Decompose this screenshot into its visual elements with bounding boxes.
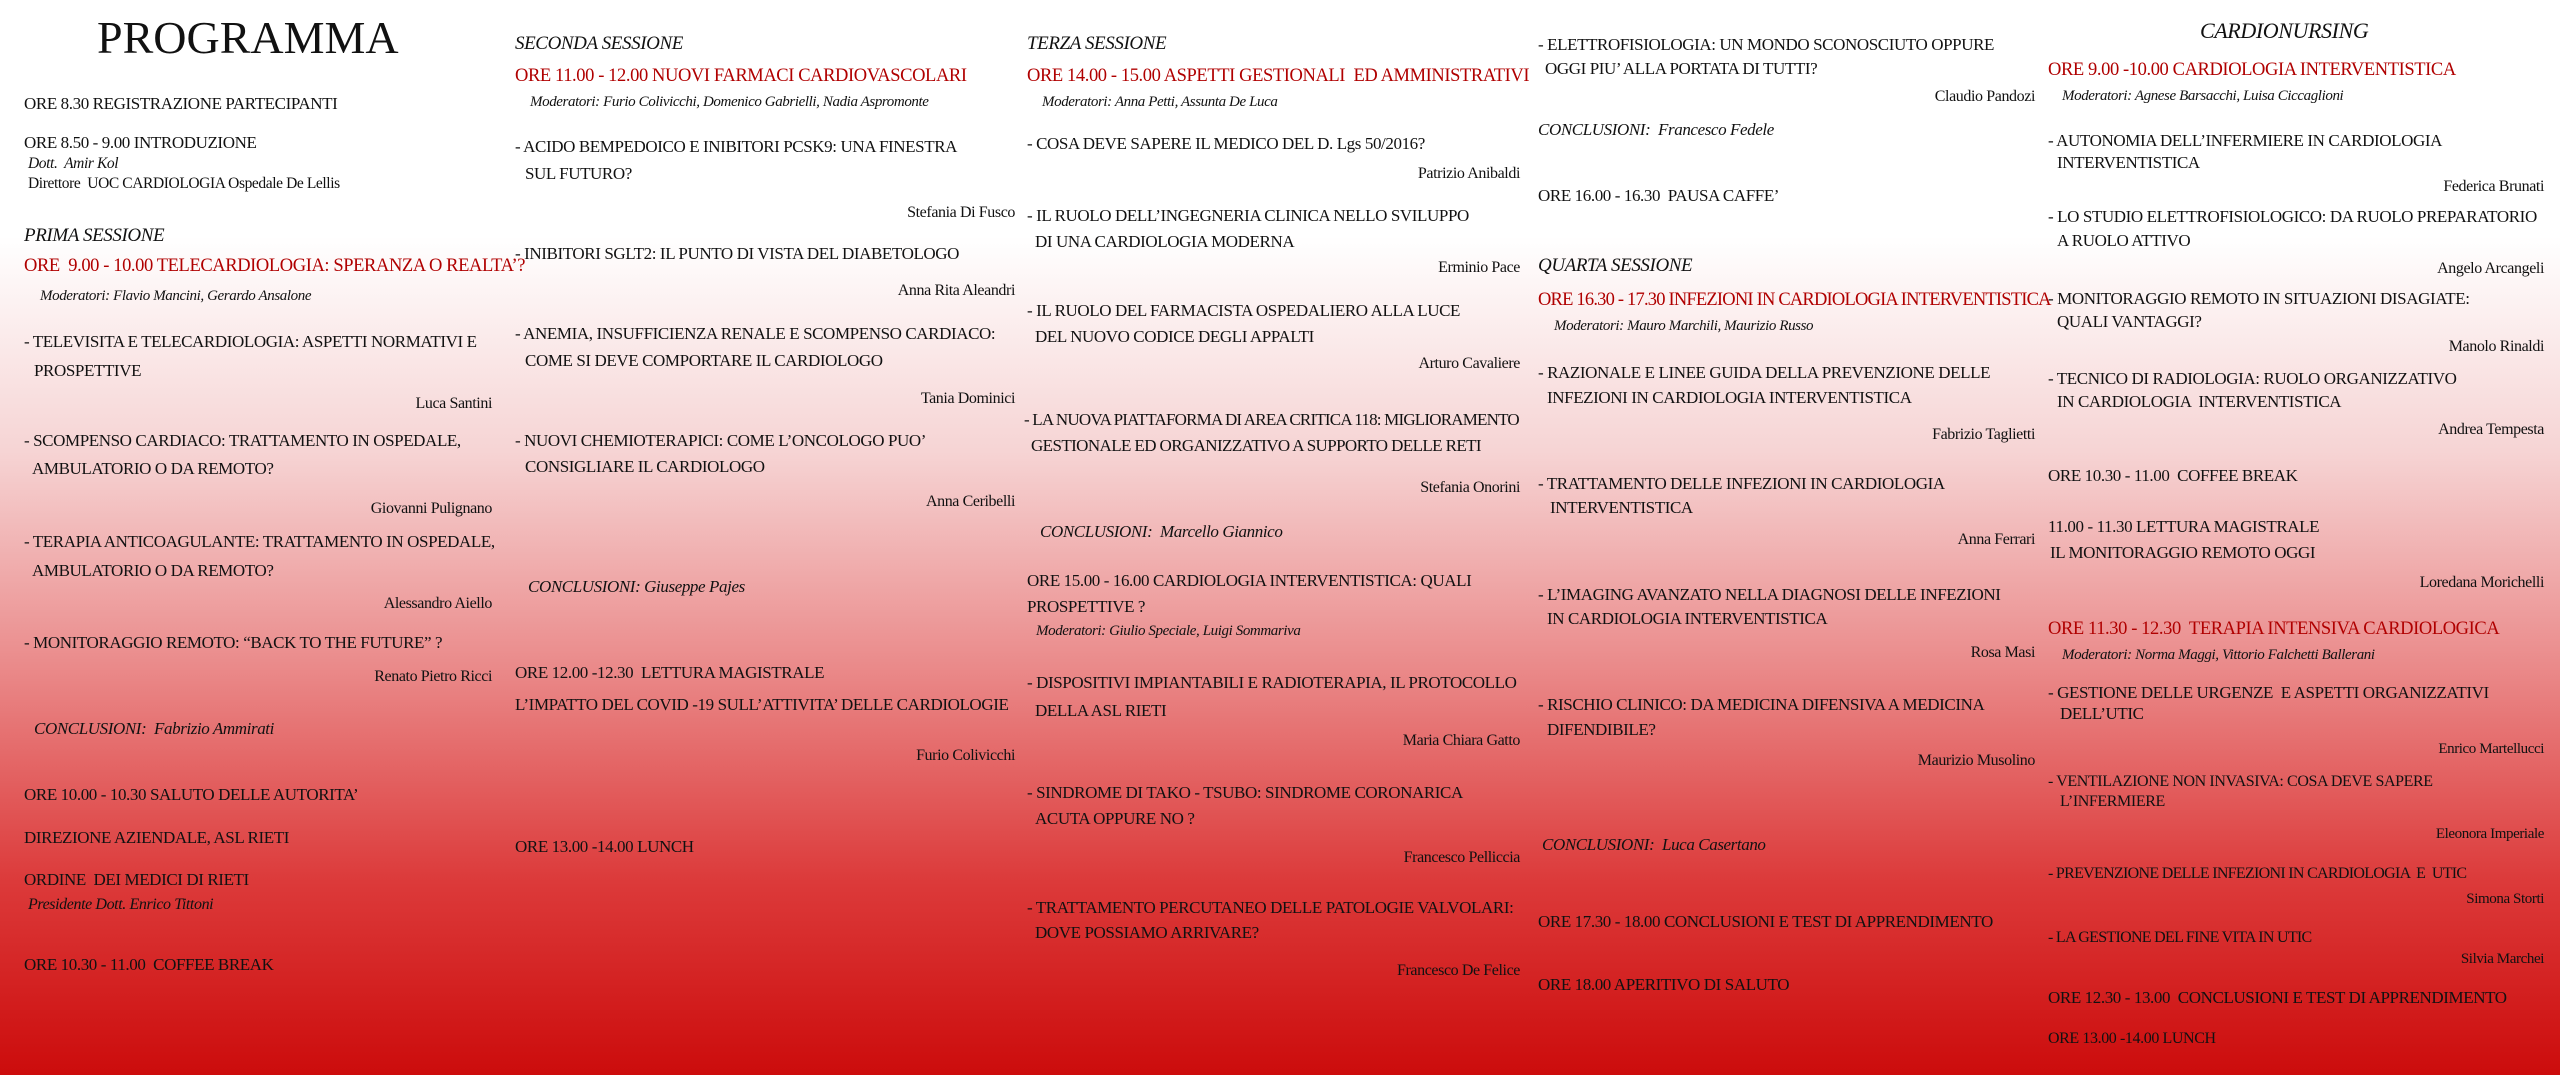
talk-line: IN CARDIOLOGIA INTERVENTISTICA xyxy=(2057,392,2342,411)
coffee-break: ORE 10.30 - 11.00 COFFEE BREAK xyxy=(24,955,274,974)
speaker: Federica Brunati xyxy=(2443,178,2544,195)
talk-line: - SINDROME DI TAKO - TSUBO: SINDROME CORONARICA xyxy=(1027,783,1463,802)
talk-line: QUALI VANTAGGI? xyxy=(2057,312,2202,331)
talk-line: - RAZIONALE E LINEE GUIDA DELLA PREVENZIONE DELLE xyxy=(1538,363,1991,382)
talk-line: - ELETTROFISIOLOGIA: UN MONDO SCONOSCIUTO OPPURE xyxy=(1538,35,1995,54)
talk-line: - NUOVI CHEMIOTERAPICI: COME L’ONCOLOGO PUO’ xyxy=(515,431,927,450)
conclusions: CONCLUSIONI: Marcello Giannico xyxy=(1040,522,1283,541)
block2-title-2: PROSPETTIVE ? xyxy=(1027,597,1146,616)
talk-line: - SCOMPENSO CARDIACO: TRATTAMENTO IN OSPEDALE, xyxy=(24,431,461,450)
talk-line: INFEZIONI IN CARDIOLOGIA INTERVENTISTICA xyxy=(1547,388,1912,407)
lunch: ORE 13.00 -14.00 LUNCH xyxy=(515,837,694,856)
talk-line: DI UNA CARDIOLOGIA MODERNA xyxy=(1035,232,1295,251)
session-title: ORE 9.00 -10.00 CARDIOLOGIA INTERVENTISTICA xyxy=(2048,60,2456,80)
talk-line: - MONITORAGGIO REMOTO IN SITUAZIONI DISAGIATE: xyxy=(2048,289,2470,308)
talk-line: DIFENDIBILE? xyxy=(1547,720,1656,739)
aperitivo: ORE 18.00 APERITIVO DI SALUTO xyxy=(1538,975,1790,994)
conclusions: CONCLUSIONI: Luca Casertano xyxy=(1542,835,1766,854)
speaker: Anna Ceribelli xyxy=(925,493,1015,510)
talk-line: CONSIGLIARE IL CARDIOLOGO xyxy=(525,457,765,476)
speaker: Andrea Tempesta xyxy=(2438,421,2544,438)
speaker: Francesco Pelliccia xyxy=(1403,849,1520,866)
lecture: ORE 12.00 -12.30 LETTURA MAGISTRALE xyxy=(515,663,825,682)
talk-line: AMBULATORIO O DA REMOTO? xyxy=(32,459,274,478)
moderators: Moderatori: Flavio Mancini, Gerardo Ansalone xyxy=(40,288,312,304)
talk-line: - ACIDO BEMPEDOICO E INIBITORI PCSK9: UNA FINESTRA xyxy=(515,137,958,156)
talk-line: IN CARDIOLOGIA INTERVENTISTICA xyxy=(1547,609,1828,628)
speaker: Renato Pietro Ricci xyxy=(374,668,492,685)
program-title: PROGRAMMA xyxy=(97,12,399,63)
conclusions: CONCLUSIONI: Francesco Fedele xyxy=(1538,120,1774,139)
greet-2: ORDINE DEI MEDICI DI RIETI xyxy=(24,870,249,889)
moderators: Moderatori: Mauro Marchili, Maurizio Russo xyxy=(1554,318,1814,334)
talk-line: OGGI PIU’ ALLA PORTATA DI TUTTI? xyxy=(1545,59,1818,78)
talk-line: - TERAPIA ANTICOAGULANTE: TRATTAMENTO IN OSPEDALE, xyxy=(24,532,495,551)
talk-line: PROSPETTIVE xyxy=(34,361,142,380)
session-title: ORE 16.30 - 17.30 INFEZIONI IN CARDIOLOGIA INTERVENTISTICA xyxy=(1538,290,2051,310)
coffee-break: ORE 10.30 - 11.00 COFFEE BREAK xyxy=(2048,466,2298,485)
talk-line: AMBULATORIO O DA REMOTO? xyxy=(32,561,274,580)
speaker: Francesco De Felice xyxy=(1396,962,1520,979)
speaker: Alessandro Aiello xyxy=(383,595,492,612)
speaker: Angelo Arcangeli xyxy=(2437,260,2544,277)
conclusions: CONCLUSIONI: Fabrizio Ammirati xyxy=(34,719,274,738)
conclusions: CONCLUSIONI: Giuseppe Pajes xyxy=(528,577,745,596)
talk-line: DOVE POSSIAMO ARRIVARE? xyxy=(1035,923,1259,942)
speaker: Stefania Di Fusco xyxy=(907,204,1015,221)
talk-line: - LA NUOVA PIATTAFORMA DI AREA CRITICA 118: MIGLIORAMENTO xyxy=(1024,410,1519,429)
moderators: Moderatori: Furio Colivicchi, Domenico Gabrielli, Nadia Aspromonte xyxy=(530,94,929,110)
speaker: Manolo Rinaldi xyxy=(2448,338,2544,355)
talk-line: - IL RUOLO DELL’INGEGNERIA CLINICA NELLO SVILUPPO xyxy=(1027,206,1469,225)
talk-line: DEL NUOVO CODICE DEGLI APPALTI xyxy=(1035,327,1314,346)
lecture-title: L’IMPATTO DEL COVID -19 SULL’ATTIVITA’ DELLE CARDIOLOGIE xyxy=(515,695,1009,714)
moderators: Moderatori: Anna Petti, Assunta De Luca xyxy=(1042,94,1278,110)
speaker: Maria Chiara Gatto xyxy=(1402,732,1520,749)
talk-line: - TELEVISITA E TELECARDIOLOGIA: ASPETTI NORMATIVI E xyxy=(24,332,477,351)
talk-line: GESTIONALE ED ORGANIZZATIVO A SUPPORTO DELLE RETI xyxy=(1031,436,1481,455)
speaker: Erminio Pace xyxy=(1438,259,1520,276)
column-4 xyxy=(1530,0,2051,1075)
talk-line: - PREVENZIONE DELLE INFEZIONI IN CARDIOLOGIA E UTIC xyxy=(2048,865,2467,882)
talk-line: - COSA DEVE SAPERE IL MEDICO DEL D. Lgs 50/2016? xyxy=(1027,134,1425,153)
greet-2-person: Presidente Dott. Enrico Tittoni xyxy=(28,896,214,913)
registration: ORE 8.30 REGISTRAZIONE PARTECIPANTI xyxy=(24,94,338,113)
speaker: Maurizio Musolino xyxy=(1917,752,2035,769)
column-5 xyxy=(2040,0,2544,1075)
speaker: Anna Ferrari xyxy=(1957,531,2035,548)
talk-line: A RUOLO ATTIVO xyxy=(2057,231,2191,250)
talk-line: - IL RUOLO DEL FARMACISTA OSPEDALIERO ALLA LUCE xyxy=(1027,301,1461,320)
speaker: Fabrizio Taglietti xyxy=(1932,426,2035,443)
closing: ORE 17.30 - 18.00 CONCLUSIONI E TEST DI APPRENDIMENTO xyxy=(1538,912,1993,931)
talk-line: - GESTIONE DELLE URGENZE E ASPETTI ORGANIZZATIVI xyxy=(2048,683,2489,702)
talk-line: ACUTA OPPURE NO ? xyxy=(1035,809,1195,828)
greet-1: DIREZIONE AZIENDALE, ASL RIETI xyxy=(24,828,289,847)
column-2 xyxy=(510,0,1020,1075)
intro: ORE 8.50 - 9.00 INTRODUZIONE xyxy=(24,133,257,152)
column-3 xyxy=(1020,0,1530,1075)
talk-line: INTERVENTISTICA xyxy=(1550,498,1693,517)
talk-line: - TRATTAMENTO DELLE INFEZIONI IN CARDIOLOGIA xyxy=(1538,474,1945,493)
talk-line: - TECNICO DI RADIOLOGIA: RUOLO ORGANIZZATIVO xyxy=(2048,369,2457,388)
session-label: TERZA SESSIONE xyxy=(1027,33,1167,54)
talk-line: - L’IMAGING AVANZATO NELLA DIAGNOSI DELLE INFEZIONI xyxy=(1538,585,2001,604)
speaker: Giovanni Pulignano xyxy=(370,500,492,517)
column-1 xyxy=(0,0,526,1075)
talk-line: - TRATTAMENTO PERCUTANEO DELLE PATOLOGIE VALVOLARI: xyxy=(1027,898,1514,917)
lecture: 11.00 - 11.30 LETTURA MAGISTRALE xyxy=(2048,517,2320,536)
speaker: Rosa Masi xyxy=(1970,644,2035,661)
block2-title: ORE 15.00 - 16.00 CARDIOLOGIA INTERVENTISTICA: QUALI xyxy=(1027,571,1472,590)
speaker: Patrizio Anibaldi xyxy=(1417,165,1520,182)
speaker: Enrico Martellucci xyxy=(2438,741,2544,757)
talk-line: L’INFERMIERE xyxy=(2060,793,2165,810)
talk-line: - LO STUDIO ELETTROFISIOLOGICO: DA RUOLO PREPARATORIO xyxy=(2048,207,2537,226)
talk-line: INTERVENTISTICA xyxy=(2057,153,2200,172)
speaker: Stefania Onorini xyxy=(1420,479,1520,496)
talk-line: SUL FUTURO? xyxy=(525,164,632,183)
talk-line: - MONITORAGGIO REMOTO: “BACK TO THE FUTURE” ? xyxy=(24,633,443,652)
session-title: ORE 11.00 - 12.00 NUOVI FARMACI CARDIOVASCOLARI xyxy=(515,66,967,86)
coffee-break: ORE 16.00 - 16.30 PAUSA CAFFE’ xyxy=(1538,186,1780,205)
talk-line: DELLA ASL RIETI xyxy=(1035,701,1167,720)
closing: ORE 12.30 - 13.00 CONCLUSIONI E TEST DI APPRENDIMENTO xyxy=(2048,988,2507,1007)
session-label: SECONDA SESSIONE xyxy=(515,33,683,54)
cardionursing-title: CARDIONURSING xyxy=(2200,18,2369,43)
speaker: Arturo Cavaliere xyxy=(1418,355,1520,372)
greetings: ORE 10.00 - 10.30 SALUTO DELLE AUTORITA’ xyxy=(24,785,359,804)
speaker: Silvia Marchei xyxy=(2460,951,2544,967)
intro-role: Direttore UOC CARDIOLOGIA Ospedale De Lellis xyxy=(28,175,340,192)
talk-line: - VENTILAZIONE NON INVASIVA: COSA DEVE SAPERE xyxy=(2048,773,2433,790)
speaker: Anna Rita Aleandri xyxy=(897,282,1015,299)
speaker: Loredana Morichelli xyxy=(2419,574,2544,591)
session-label: QUARTA SESSIONE xyxy=(1538,255,1693,276)
session-label: PRIMA SESSIONE xyxy=(24,225,165,246)
speaker: Eleonora Imperiale xyxy=(2435,826,2544,842)
talk-line: - DISPOSITIVI IMPIANTABILI E RADIOTERAPIA, IL PROTOCOLLO xyxy=(1027,673,1517,692)
moderators: Moderatori: Norma Maggi, Vittorio Falchetti Ballerani xyxy=(2062,647,2375,663)
talk-line: - AUTONOMIA DELL’INFERMIERE IN CARDIOLOGIA xyxy=(2048,131,2443,150)
lecture-title: IL MONITORAGGIO REMOTO OGGI xyxy=(2050,543,2316,562)
speaker: Claudio Pandozi xyxy=(1934,88,2035,105)
speaker: Furio Colivicchi xyxy=(916,747,1015,764)
speaker: Luca Santini xyxy=(415,395,492,412)
moderators: Moderatori: Agnese Barsacchi, Luisa Ciccaglioni xyxy=(2062,88,2344,104)
session-title: ORE 14.00 - 15.00 ASPETTI GESTIONALI ED AMMINISTRATIVI xyxy=(1027,66,1530,86)
talk-line: - ANEMIA, INSUFFICIENZA RENALE E SCOMPENSO CARDIACO: xyxy=(515,324,996,343)
moderators: Moderatori: Giulio Speciale, Luigi Sommariva xyxy=(1036,623,1301,639)
talk-line: COME SI DEVE COMPORTARE IL CARDIOLOGO xyxy=(525,351,883,370)
speaker: Tania Dominici xyxy=(920,390,1015,407)
talk-line: - LA GESTIONE DEL FINE VITA IN UTIC xyxy=(2048,929,2312,946)
session-title: ORE 11.30 - 12.30 TERAPIA INTENSIVA CARDIOLOGICA xyxy=(2048,619,2500,639)
talk-line: - INIBITORI SGLT2: IL PUNTO DI VISTA DEL DIABETOLOGO xyxy=(515,244,960,263)
speaker: Simona Storti xyxy=(2466,891,2544,907)
session-title: ORE 9.00 - 10.00 TELECARDIOLOGIA: SPERANZA O REALTA’? xyxy=(24,256,526,276)
talk-line: - RISCHIO CLINICO: DA MEDICINA DIFENSIVA A MEDICINA xyxy=(1538,695,1985,714)
lunch: ORE 13.00 -14.00 LUNCH xyxy=(2048,1030,2216,1047)
talk-line: DELL’UTIC xyxy=(2060,704,2144,723)
intro-speaker: Dott. Amir Kol xyxy=(28,155,119,172)
